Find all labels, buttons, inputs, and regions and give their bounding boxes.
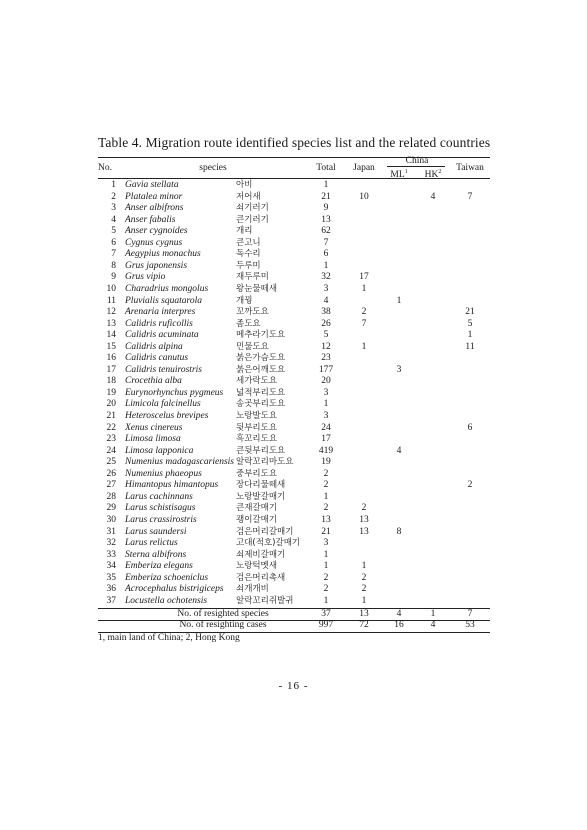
row-23-total: 17 <box>321 434 331 445</box>
row-24-sci: Limosa lapponica <box>125 445 194 456</box>
row-32-kor: 고대(적호)갈매기 <box>236 538 301 549</box>
header-japan: Japan <box>353 163 375 173</box>
row-8-total: 1 <box>323 260 329 271</box>
row-36-japan: 2 <box>361 584 367 595</box>
row-31-total: 21 <box>321 526 331 537</box>
row-9-sci: Grus vipio <box>125 272 166 283</box>
row-14-no: 14 <box>106 330 116 341</box>
row-14-kor: 메추라기도요 <box>236 330 286 341</box>
row-21-kor: 노랑발도요 <box>236 411 278 421</box>
row-16-kor: 붉은가슴도요 <box>236 353 286 364</box>
row-4-kor: 큰기러기 <box>236 214 269 225</box>
row-6-sci: Cygnus cygnus <box>125 237 183 248</box>
row-30-sci: Larus crassirostris <box>125 514 197 525</box>
page-number: - 16 - <box>278 680 309 692</box>
row-18-sci: Crocethia alba <box>125 376 182 387</box>
row-11-no: 11 <box>106 295 116 306</box>
row-31-japan: 13 <box>359 526 369 537</box>
row-16-sci: Calidris canutus <box>125 353 189 364</box>
row-4-no: 4 <box>111 214 116 225</box>
summary-2-japan: 72 <box>359 620 369 631</box>
row-2-japan: 10 <box>359 191 369 202</box>
row-9-kor: 재두루미 <box>236 272 269 283</box>
row-27-total: 2 <box>323 480 329 491</box>
row-4-sci: Anser fabalis <box>125 214 176 225</box>
row-15-sci: Calidris alpina <box>125 341 183 352</box>
row-36-total: 2 <box>323 584 329 595</box>
row-33-sci: Sterna albifrons <box>125 549 187 560</box>
row-20-kor: 송곳부리도요 <box>236 399 286 410</box>
row-3-total: 9 <box>323 203 329 214</box>
row-5-no: 5 <box>111 226 116 237</box>
row-23-kor: 흑꼬리도요 <box>236 434 278 445</box>
row-3-kor: 쇠기러기 <box>236 203 269 214</box>
row-13-japan: 7 <box>361 318 367 329</box>
row-25-no: 25 <box>106 457 116 468</box>
row-29-sci: Larus schistisagus <box>125 503 196 514</box>
row-5-kor: 개리 <box>236 226 253 237</box>
row-20-total: 1 <box>323 399 329 410</box>
row-10-japan: 1 <box>361 283 367 294</box>
row-19-sci: Eurynorhynchus pygmeus <box>125 387 224 398</box>
row-14-total: 5 <box>323 330 329 341</box>
row-1-no: 1 <box>111 180 116 190</box>
row-12-taiwan: 21 <box>465 307 475 318</box>
row-17-no: 17 <box>106 364 116 375</box>
row-12-no: 12 <box>106 307 116 318</box>
row-3-sci: Anser albifrons <box>125 203 184 214</box>
row-31-no: 31 <box>106 526 116 537</box>
row-7-total: 6 <box>323 249 329 260</box>
row-2-hk: 4 <box>430 191 436 202</box>
row-15-japan: 1 <box>361 341 367 352</box>
row-29-total: 2 <box>323 503 329 514</box>
row-11-ml: 1 <box>396 295 402 306</box>
row-4-total: 13 <box>321 214 331 225</box>
row-26-kor: 중부리도요 <box>236 468 278 479</box>
summary-2-ml: 16 <box>394 620 404 631</box>
row-18-no: 18 <box>106 376 116 387</box>
row-12-sci: Arenaria interpres <box>125 307 196 318</box>
row-32-sci: Larus relictus <box>125 538 178 549</box>
row-29-japan: 2 <box>361 503 367 514</box>
summary-2-hk: 4 <box>430 620 436 631</box>
row-29-no: 29 <box>106 503 116 514</box>
row-30-total: 13 <box>321 514 331 525</box>
row-15-taiwan: 11 <box>465 341 475 352</box>
header-ml: $ML^1$ <box>390 169 408 181</box>
summary-1-taiwan: 7 <box>467 608 473 619</box>
row-2-total: 21 <box>321 191 331 202</box>
summary-1-label: No. of resighted species <box>177 608 269 619</box>
row-1-total: 1 <box>323 180 329 190</box>
row-27-taiwan: 2 <box>467 480 473 491</box>
row-24-total: 419 <box>318 445 334 456</box>
row-1-kor: 아비 <box>236 180 253 190</box>
row-28-kor: 노랑발갈매기 <box>236 491 286 502</box>
summary-2-label: No. of resighting cases <box>179 620 267 631</box>
row-9-total: 32 <box>321 272 331 283</box>
row-19-total: 3 <box>323 387 329 398</box>
row-16-total: 23 <box>321 353 331 364</box>
row-8-no: 8 <box>111 260 116 271</box>
row-17-kor: 붉은어깨도요 <box>236 364 286 375</box>
row-22-taiwan: 6 <box>467 422 473 433</box>
header-taiwan: Taiwan <box>456 163 484 173</box>
row-10-sci: Charadrius mongolus <box>125 283 209 294</box>
row-9-no: 9 <box>111 272 116 283</box>
row-19-no: 19 <box>106 387 116 398</box>
row-26-total: 2 <box>323 468 329 479</box>
row-20-no: 20 <box>106 399 116 410</box>
row-31-ml: 8 <box>396 526 402 537</box>
row-33-no: 33 <box>106 549 116 560</box>
row-24-ml: 4 <box>396 445 402 456</box>
row-28-total: 1 <box>323 491 329 502</box>
row-10-kor: 왕눈물떼새 <box>236 283 278 294</box>
row-27-sci: Himantopus himantopus <box>125 480 219 491</box>
row-15-no: 15 <box>106 341 116 352</box>
summary-2-total: 997 <box>318 620 334 631</box>
header-hk: $HK^2$ <box>424 169 442 181</box>
row-6-total: 7 <box>323 237 329 248</box>
row-27-kor: 장다리물떼새 <box>236 480 286 491</box>
summary-1-ml: 4 <box>396 608 402 619</box>
row-34-no: 34 <box>106 561 116 572</box>
row-13-taiwan: 5 <box>467 318 473 329</box>
row-12-japan: 2 <box>361 307 367 318</box>
row-18-total: 20 <box>321 376 331 387</box>
header-no: No. <box>98 163 112 173</box>
row-2-sci: Platalea minor <box>125 191 183 202</box>
row-17-total: 177 <box>318 364 334 375</box>
header-china: China <box>405 156 429 166</box>
row-34-japan: 1 <box>361 561 367 572</box>
row-8-kor: 두루미 <box>236 260 261 271</box>
row-22-sci: Xenus cinereus <box>125 422 183 433</box>
row-25-sci: Numenius madagascariensis <box>125 457 234 468</box>
row-35-no: 35 <box>106 572 116 583</box>
summary-2-taiwan: 53 <box>465 620 475 631</box>
row-16-no: 16 <box>106 353 116 364</box>
row-7-kor: 독수리 <box>236 249 261 260</box>
row-35-japan: 2 <box>361 572 367 583</box>
row-11-kor: 개꿩 <box>236 295 253 306</box>
row-22-total: 24 <box>321 422 331 433</box>
row-5-total: 62 <box>321 226 331 237</box>
row-21-no: 21 <box>106 411 116 421</box>
row-23-no: 23 <box>106 434 116 445</box>
row-30-no: 30 <box>106 514 116 525</box>
row-24-no: 24 <box>106 445 116 456</box>
table-caption: Table 4. Migration route identified species list and the related countries <box>98 135 491 150</box>
row-2-no: 2 <box>111 191 116 202</box>
row-13-kor: 좀도요 <box>236 318 261 329</box>
summary-1-hk: 1 <box>430 608 436 619</box>
row-10-total: 3 <box>323 283 329 294</box>
row-33-total: 1 <box>323 549 329 560</box>
row-14-sci: Calidris acuminata <box>125 330 199 341</box>
row-32-no: 32 <box>106 538 116 549</box>
header-rule <box>98 178 490 179</box>
row-6-kor: 큰고니 <box>236 237 261 248</box>
row-11-sci: Pluvialis squatarola <box>125 295 202 306</box>
row-28-sci: Larus cachinnans <box>125 491 193 502</box>
row-32-total: 3 <box>323 538 329 549</box>
row-28-no: 28 <box>106 491 116 502</box>
row-7-no: 7 <box>111 249 116 260</box>
table-footnote: 1, main land of China; 2, Hong Kong <box>98 633 240 643</box>
row-37-total: 1 <box>323 595 329 606</box>
row-25-total: 19 <box>321 457 331 468</box>
row-9-japan: 17 <box>359 272 369 283</box>
row-29-kor: 큰재갈매기 <box>236 503 278 514</box>
row-5-sci: Anser cygnoides <box>125 226 188 237</box>
row-23-sci: Limosa limosa <box>125 434 181 445</box>
header-total: Total <box>316 163 336 173</box>
row-18-kor: 세가락도요 <box>236 376 278 387</box>
row-37-sci: Locustella ochotensis <box>125 595 208 606</box>
row-31-kor: 검은머리갈매기 <box>236 526 294 537</box>
row-2-taiwan: 7 <box>467 191 473 202</box>
row-34-sci: Emberiza elegans <box>125 561 193 572</box>
row-37-japan: 1 <box>361 595 367 606</box>
row-36-sci: Acrocephalus bistrigiceps <box>125 584 224 595</box>
row-35-sci: Emberiza schoeniclus <box>125 572 209 583</box>
summary-1-total: 37 <box>321 608 331 619</box>
row-14-taiwan: 1 <box>467 330 473 341</box>
row-8-sci: Grus japonensis <box>125 260 188 271</box>
row-35-total: 2 <box>323 572 329 583</box>
row-36-kor: 쇠개개비 <box>236 584 269 595</box>
row-12-kor: 꼬까도요 <box>236 307 269 318</box>
row-15-total: 12 <box>321 341 331 352</box>
row-10-no: 10 <box>106 283 116 294</box>
row-31-sci: Larus saundersi <box>125 526 187 537</box>
header-species: species <box>199 163 227 173</box>
row-37-kor: 알락꼬리쥐발귀 <box>236 595 294 606</box>
row-15-kor: 민물도요 <box>236 341 269 352</box>
row-11-total: 4 <box>323 295 329 306</box>
row-13-no: 13 <box>106 318 116 329</box>
row-1-sci: Gavia stellata <box>125 180 179 190</box>
row-12-total: 38 <box>321 307 331 318</box>
row-34-total: 1 <box>323 561 329 572</box>
row-7-sci: Aegypius monachus <box>125 249 201 260</box>
row-24-kor: 큰뒷부리도요 <box>236 445 286 456</box>
row-21-sci: Heteroscelus brevipes <box>125 411 209 421</box>
row-37-no: 37 <box>106 595 116 606</box>
row-6-no: 6 <box>111 237 116 248</box>
row-13-sci: Calidris ruficollis <box>125 318 193 329</box>
row-33-kor: 쇠제비갈매기 <box>236 549 286 560</box>
row-26-sci: Numenius phaeopus <box>125 468 202 479</box>
row-26-no: 26 <box>106 468 116 479</box>
row-17-ml: 3 <box>396 364 402 375</box>
row-13-total: 26 <box>321 318 331 329</box>
row-22-no: 22 <box>106 422 116 433</box>
summary-1-japan: 13 <box>359 608 369 619</box>
row-35-kor: 검은머리촉새 <box>236 572 286 583</box>
row-3-no: 3 <box>111 203 116 214</box>
row-22-kor: 뒷부리도요 <box>236 422 278 433</box>
row-30-kor: 괭이갈매기 <box>236 514 278 525</box>
row-30-japan: 13 <box>359 514 369 525</box>
row-34-kor: 노랑턱멧새 <box>236 561 278 572</box>
row-25-kor: 알락꼬리마도요 <box>236 457 294 468</box>
row-20-sci: Limicola falcinellus <box>125 399 201 410</box>
row-19-kor: 넓적부리도요 <box>236 387 286 398</box>
row-36-no: 36 <box>106 584 116 595</box>
row-21-total: 3 <box>323 411 329 421</box>
row-27-no: 27 <box>106 480 116 491</box>
row-2-kor: 저어새 <box>236 191 261 202</box>
row-17-sci: Calidris tenuirostris <box>125 364 202 375</box>
